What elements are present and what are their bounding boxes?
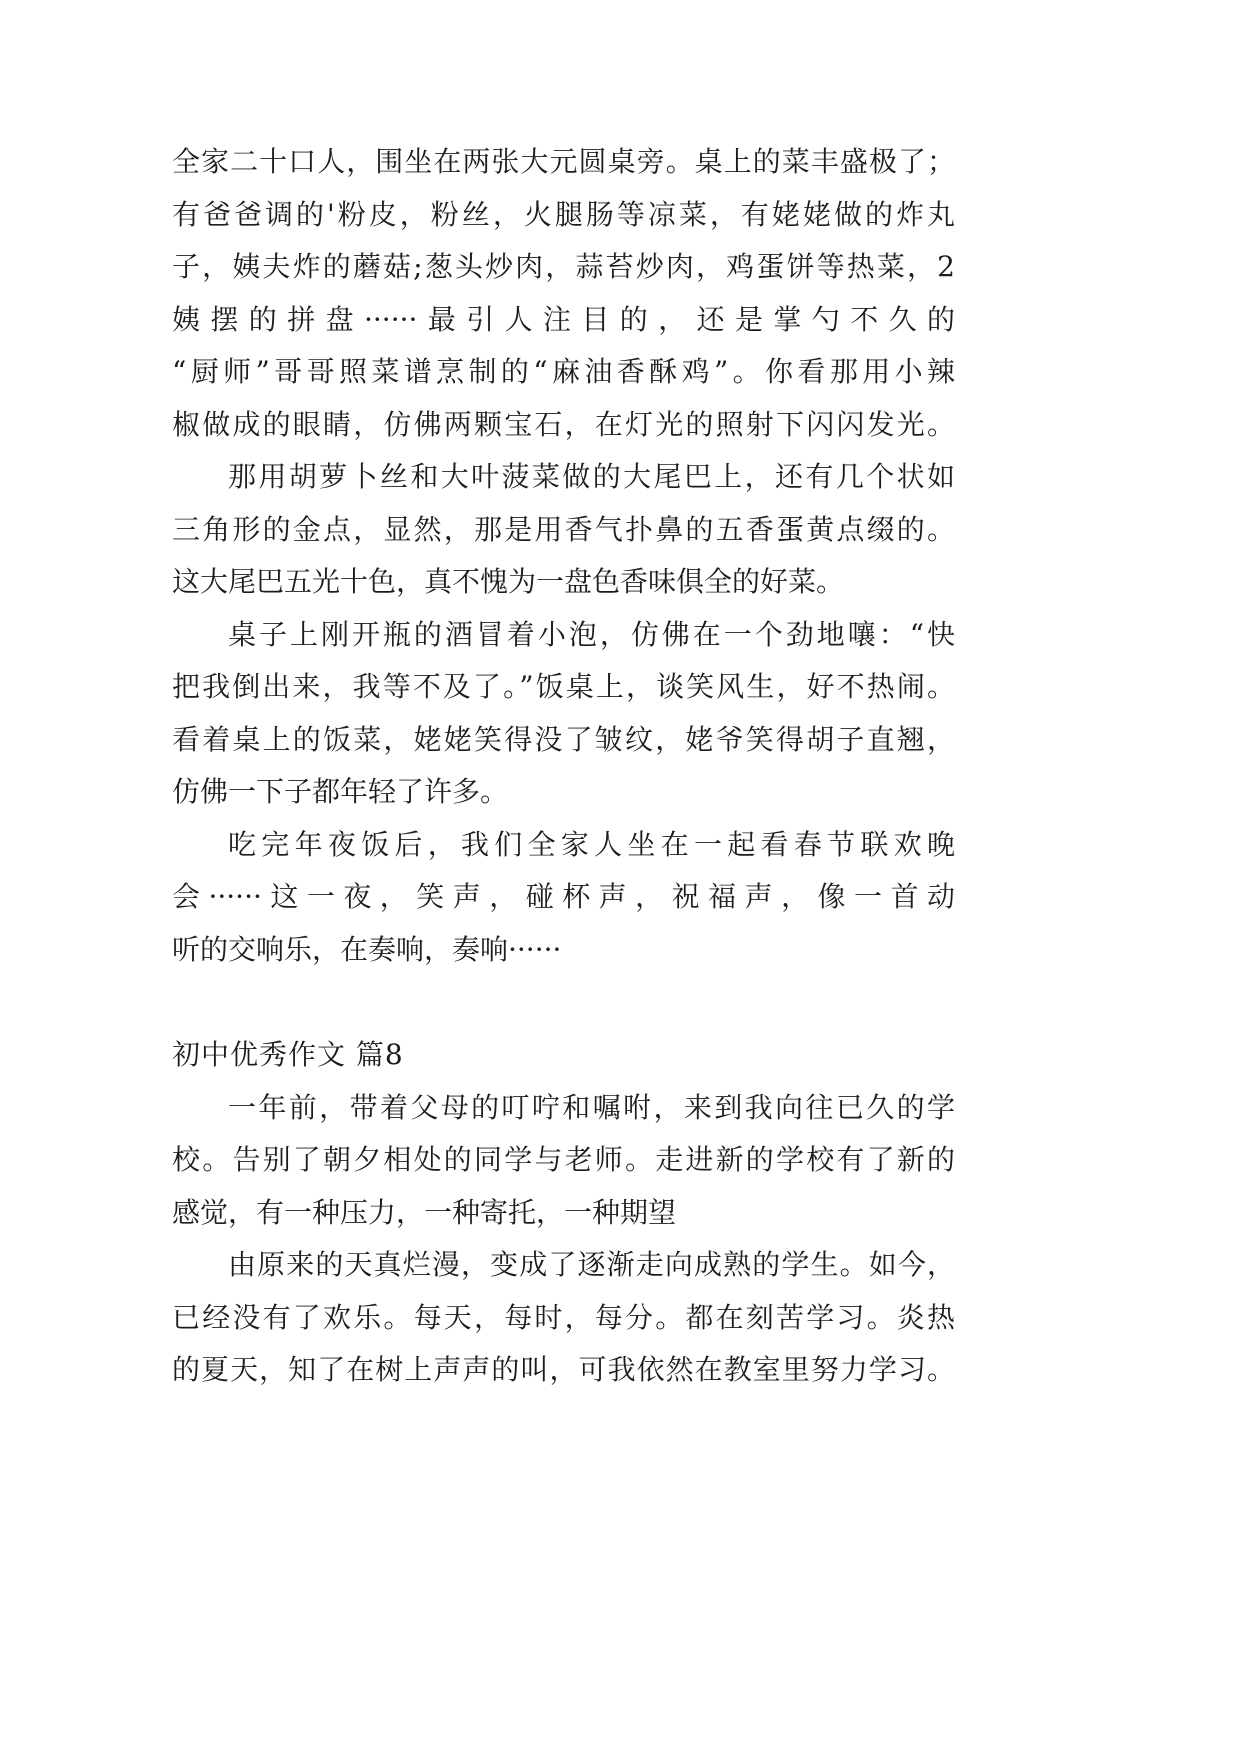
text-line: 全家二十口人，围坐在两张大元圆桌旁。桌上的菜丰盛极了； [172, 145, 955, 178]
text-line: 已经没有了欢乐。每天，每时，每分。都在刻苦学习。炎热 [172, 1300, 955, 1334]
text-line: 姨摆的拼盘······最引人注目的，还是掌勺不久的 [172, 302, 955, 336]
text-line: 感觉，有一种压力，一种寄托，一种期望 [172, 1195, 677, 1229]
text-line: 椒做成的眼睛，仿佛两颗宝石，在灯光的照射下闪闪发光。 [172, 407, 955, 441]
text-line: 仿佛一下子都年轻了许多。 [172, 775, 509, 808]
text-line: 一年前，带着父母的叮咛和嘱咐，来到我向往已久的学 [228, 1090, 955, 1124]
paragraph [172, 1239, 955, 1397]
text-line: 校。告别了朝夕相处的同学与老师。走进新的学校有了新的 [172, 1143, 955, 1176]
document-body [172, 136, 955, 1397]
text-line: 看着桌上的饭菜，姥姥笑得没了皱纹，姥爷笑得胡子直翘， [172, 722, 955, 756]
paragraph [172, 819, 955, 977]
text-line: 子，姨夫炸的蘑菇;葱头炒肉，蒜苔炒肉，鸡蛋饼等热菜，2 [172, 250, 955, 283]
essay-heading: 初中优秀作文 篇8 [172, 1038, 404, 1071]
text-line: 听的交响乐，在奏响，奏响······ [172, 932, 562, 966]
paragraph [172, 136, 955, 451]
paragraph [172, 609, 955, 819]
text-line: 这大尾巴五光十色，真不愧为一盘色香味俱全的好菜。 [172, 565, 845, 598]
text-line: 吃完年夜饭后，我们全家人坐在一起看春节联欢晚 [228, 827, 955, 861]
text-line: 那用胡萝卜丝和大叶菠菜做的大尾巴上，还有几个状如 [228, 460, 955, 493]
text-line: 会······这一夜，笑声，碰杯声，祝福声，像一首动 [172, 880, 955, 913]
text-line: 由原来的天真烂漫，变成了逐渐走向成熟的学生。如今， [228, 1248, 955, 1281]
text-line: 把我倒出来，我等不及了。”饭桌上，谈笑风生，好不热闹。 [172, 670, 955, 703]
text-line: 桌子上刚开瓶的酒冒着小泡，仿佛在一个劲地嚷：“快 [228, 617, 955, 651]
text-line: 三角形的金点，显然，那是用香气扑鼻的五香蛋黄点缀的。 [172, 512, 955, 546]
text-line: “厨师”哥哥照菜谱烹制的“麻油香酥鸡”。你看那用小辣 [172, 355, 955, 388]
paragraph [172, 451, 955, 609]
text-line: 有爸爸调的'粉皮，粉丝，火腿肠等凉菜，有姥姥做的炸丸 [172, 197, 955, 231]
text-line: 的夏天，知了在树上声声的叫，可我依然在教室里努力学习。 [172, 1353, 955, 1386]
paragraph [172, 1082, 955, 1240]
